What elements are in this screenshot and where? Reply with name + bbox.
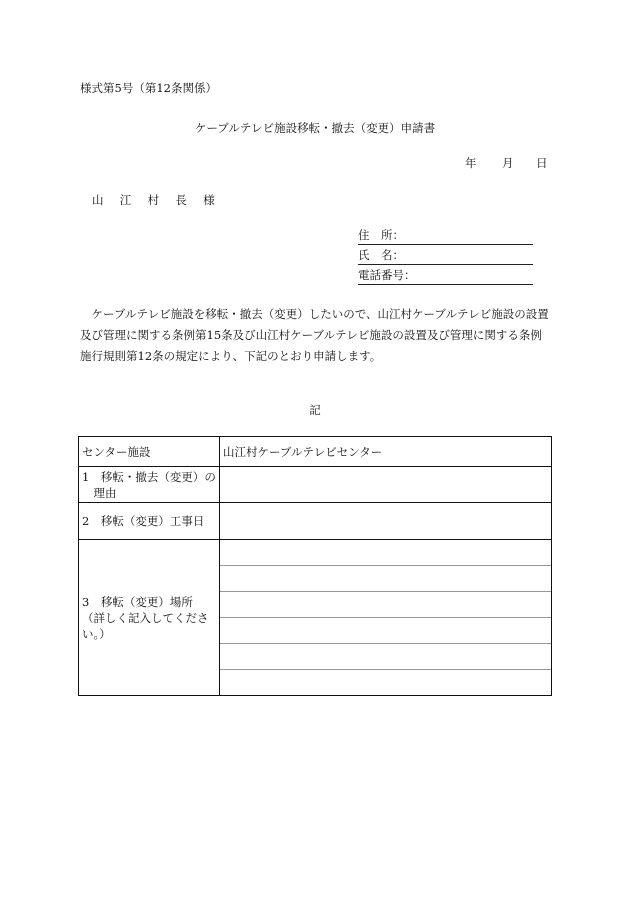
reason-label-line: 理由 [82, 485, 117, 500]
place-input-line[interactable] [220, 566, 551, 592]
place-input-line[interactable] [220, 618, 551, 644]
table-row [79, 503, 552, 540]
name-field[interactable] [358, 248, 533, 265]
ki-heading: 記 [309, 403, 321, 417]
reason-input[interactable] [220, 467, 552, 503]
place-input-line[interactable] [220, 644, 551, 670]
form-number: 様式第5号（第12条関係） [80, 81, 217, 95]
place-input-line[interactable] [220, 670, 551, 695]
work-date-input[interactable] [220, 503, 552, 540]
date-month-label: 月 [502, 156, 514, 170]
statement-line: 施行規則第12条の規定により、下記のとおり申請します。 [80, 349, 382, 363]
address-field[interactable] [358, 228, 533, 245]
center-facility-value: 山江村ケーブルテレビセンター [220, 437, 552, 467]
reason-label [79, 467, 220, 503]
phone-field[interactable] [358, 268, 533, 285]
work-date-label: 2 移転（変更）工事日 [79, 503, 220, 540]
name-label: 氏 名： [358, 248, 404, 262]
table-row [79, 437, 552, 467]
table-row [79, 467, 552, 503]
place-input-area[interactable] [220, 540, 552, 696]
address-label: 住 所： [358, 228, 404, 242]
document-title: ケーブルテレビ施設移転・撤去（変更）申請書 [194, 121, 436, 135]
place-input-line[interactable] [220, 592, 551, 618]
application-statement [80, 304, 550, 367]
place-label [79, 540, 220, 696]
statement-line: ケーブルテレビ施設を移転・撤去（変更）したいので、山江村ケーブルテレビ施設の設置 [80, 307, 549, 321]
date-year-label: 年 [465, 156, 477, 170]
center-facility-label: センター施設 [79, 437, 220, 467]
application-table [78, 436, 552, 696]
date-day-label: 日 [536, 156, 548, 170]
reason-label-line: 1 移転・撤去（変更）の [82, 469, 216, 484]
place-label-line: （詳しく記入してください。） [82, 610, 209, 641]
statement-line: 及び管理に関する条例第15条及び山江村ケーブルテレビ施設の設置及び管理に関する条例 [80, 328, 542, 342]
table-row [79, 540, 552, 696]
addressee: 山 江 村 長 様 [92, 193, 222, 207]
place-label-line: 3 移転（変更）場所 [82, 594, 193, 609]
place-input-line[interactable] [220, 540, 551, 566]
phone-label: 電話番号： [358, 268, 416, 282]
